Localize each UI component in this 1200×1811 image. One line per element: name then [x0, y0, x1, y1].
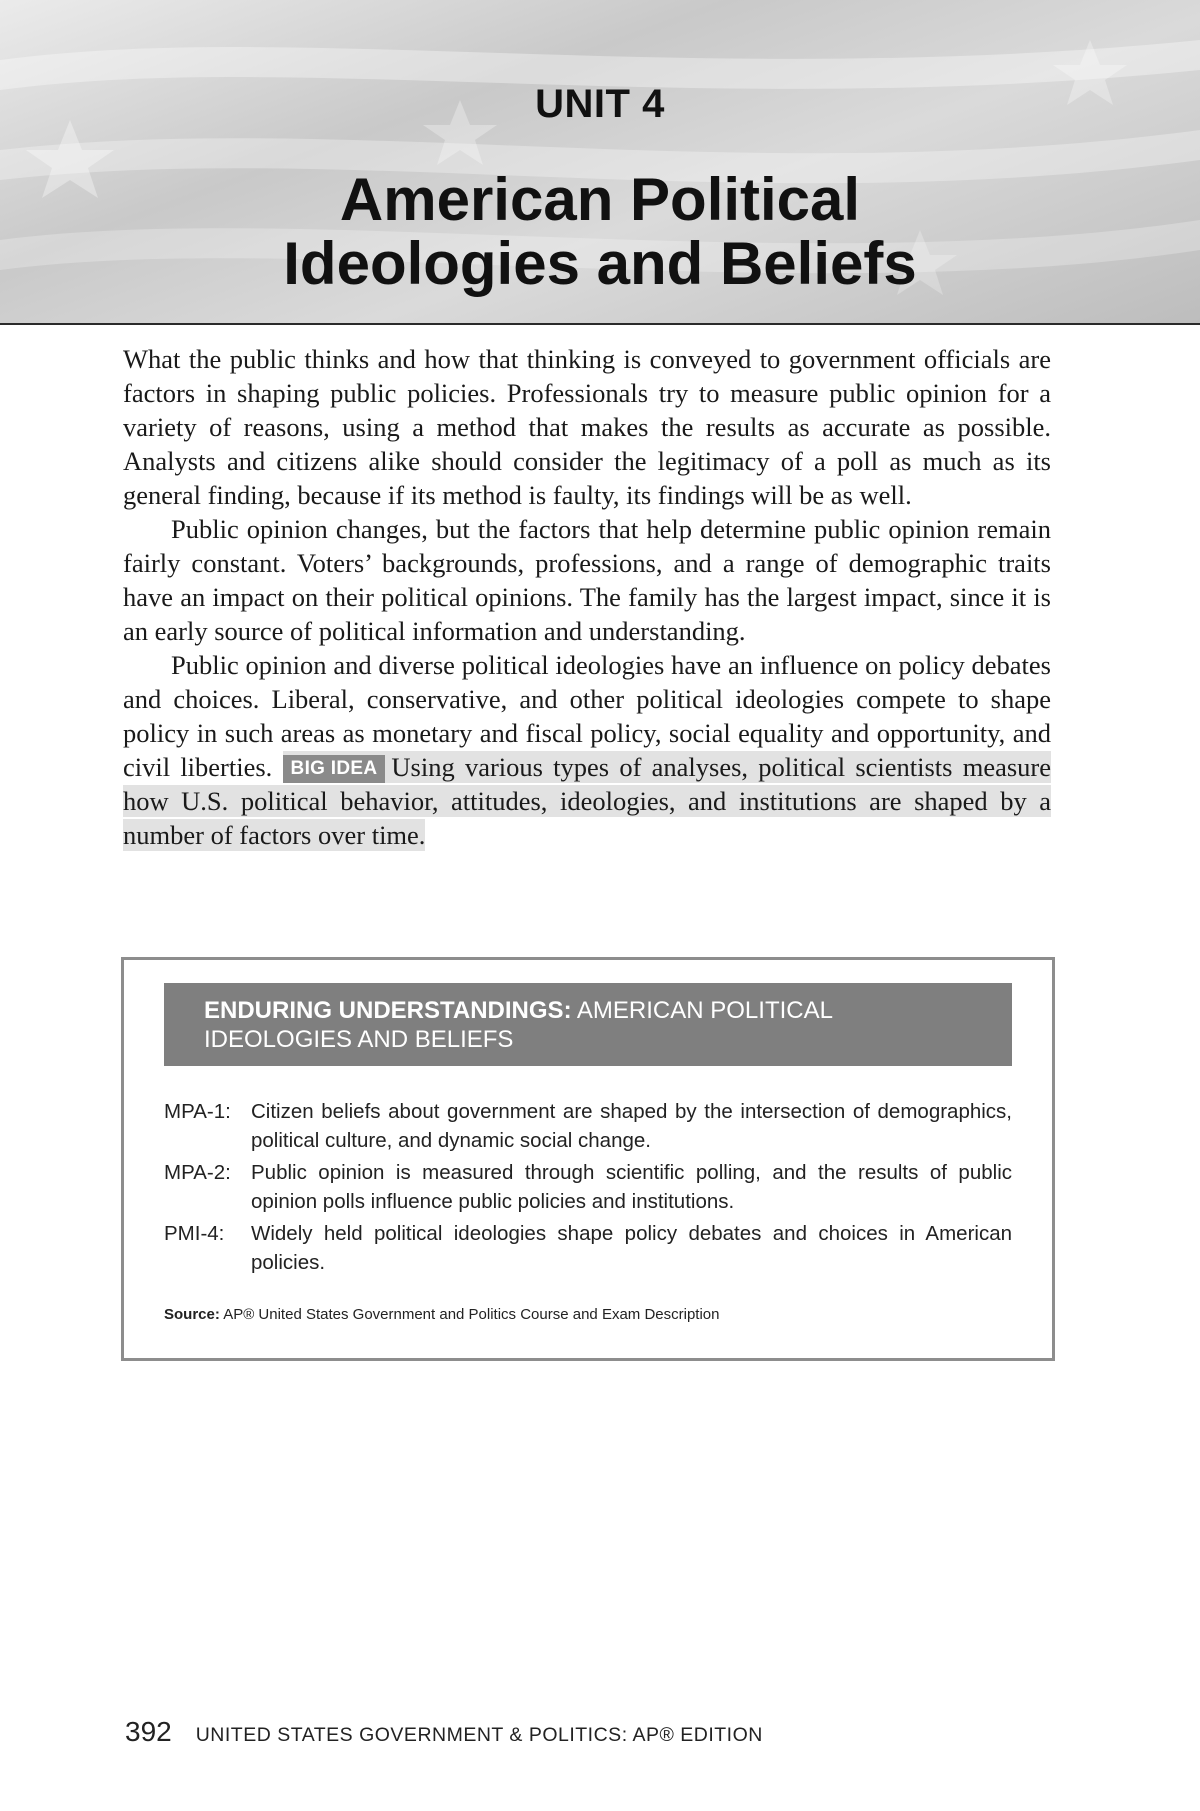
enduring-understandings-header: [164, 983, 1012, 1066]
eu-code: MPA-2:: [164, 1161, 231, 1184]
unit-title-line-2: Ideologies and Beliefs: [283, 230, 917, 297]
big-idea-badge: BIG IDEA: [283, 755, 386, 783]
big-idea-text: Using various types of analyses, political scientists measure how U.S. political behavior, attitudes, ideologies, and institutions are shaped by a number of factors over time.: [123, 752, 1051, 850]
unit-title-line-1: American Political: [339, 166, 861, 233]
unit-title: [0, 168, 1200, 296]
eu-header-rest: AMERICAN POLITICAL IDEOLOGIES AND BELIEFS: [204, 997, 833, 1053]
eu-description: Widely held political ideologies shape policy debates and choices in American policies.: [251, 1222, 1012, 1274]
page-number: 392: [125, 1716, 172, 1747]
intro-text: [123, 342, 1051, 852]
unit-label: UNIT 4: [535, 82, 665, 126]
eu-source-label: Source:: [164, 1306, 220, 1323]
intro-paragraph-2: Public opinion changes, but the factors that help determine public opinion remain fairly constant. Voters’ backgrounds, professions, and a range of demographic traits have an impact on their political opinions. The family has the largest impact, since it is an early source of political information and understanding.: [123, 514, 1051, 646]
intro-paragraph-1: What the public thinks and how that thinking is conveyed to government officials are factors in shaping public policies. Professionals try to measure public opinion for a variety of reasons, using a method that makes the results as accurate as possible. Analysts and citizens alike should consider the legitimacy of a poll as much as its general finding, because if its method is faulty, its findings will be as well.: [123, 344, 1051, 510]
unit-banner: [0, 0, 1200, 325]
intro-paragraph-3-text: Public opinion and diverse political ideologies have an influence on policy debates and choices. Liberal, conservative, and other political ideologies compete to shape policy in such areas as monetary and fiscal policy, social equality and opportunity, and civil liberties.: [123, 650, 1051, 782]
eu-code: MPA-1:: [164, 1100, 231, 1123]
intro-paragraph-3: [123, 648, 1051, 852]
eu-header-bold: ENDURING UNDERSTANDINGS:: [204, 997, 572, 1024]
eu-item: [164, 1219, 1012, 1277]
eu-description: Public opinion is measured through scientific polling, and the results of public opinion polls influence public policies and institutions.: [251, 1161, 1012, 1213]
eu-code: PMI-4:: [164, 1222, 225, 1245]
enduring-understandings-box: [121, 957, 1055, 1361]
book-title: UNITED STATES GOVERNMENT & POLITICS: AP® EDITION: [195, 1724, 763, 1746]
eu-item: [164, 1097, 1012, 1155]
eu-source: [164, 1306, 719, 1323]
eu-source-text: AP® United States Government and Politics Course and Exam Description: [219, 1306, 720, 1323]
page-footer: [125, 1716, 763, 1748]
eu-item: [164, 1158, 1012, 1216]
eu-description: Citizen beliefs about government are shaped by the intersection of demographics, political culture, and dynamic social change.: [251, 1100, 1012, 1152]
enduring-understandings-list: [164, 1097, 1012, 1280]
